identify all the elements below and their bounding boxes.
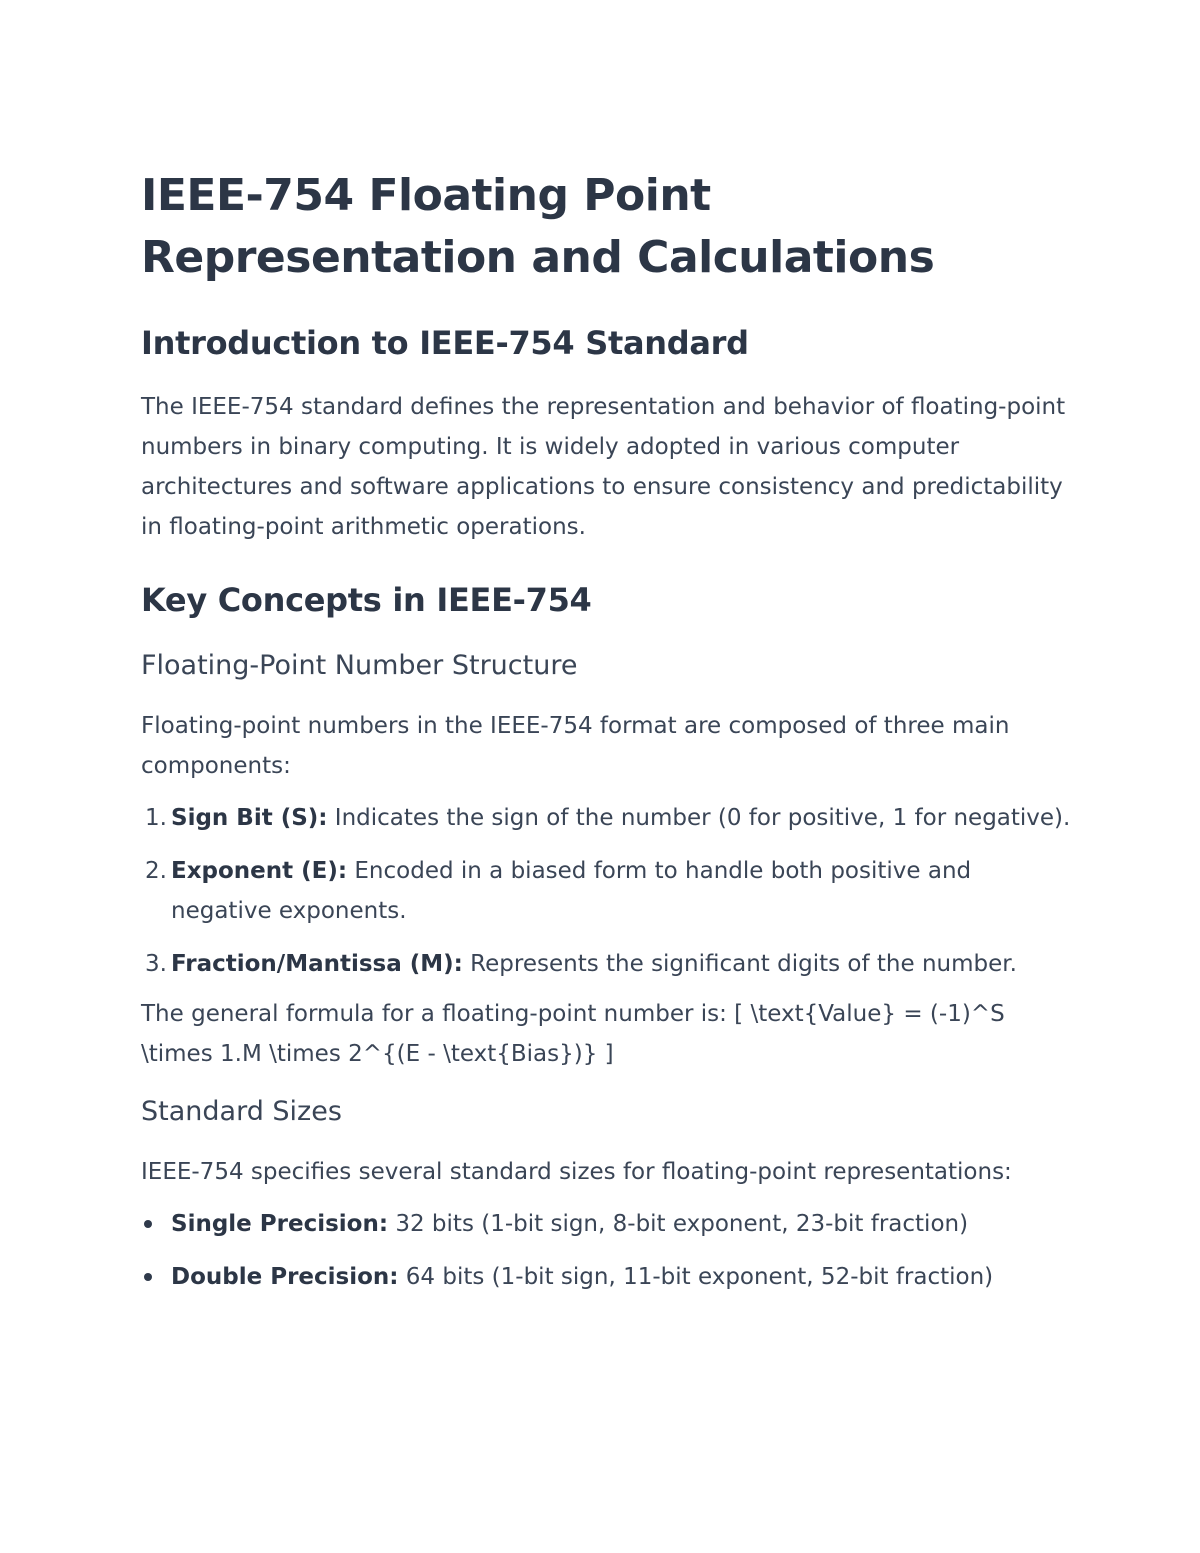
list-item	[141, 798, 1071, 838]
formula-paragraph: The general formula for a floating-point number is: [ \text{Value} = (-1)^S \times 1.M \times 2^{(E - \text{Bias})} ]	[141, 1001, 1005, 1067]
bullet-icon	[144, 1273, 152, 1281]
document-page	[141, 165, 1071, 1310]
list-item-term: Single Precision:	[171, 1211, 389, 1237]
standard-sizes-paragraph: IEEE-754 specifies several standard sizes for floating-point representations:	[141, 1159, 1012, 1185]
list-marker: 2.	[145, 858, 167, 884]
list-marker: 3.	[145, 951, 167, 977]
section-heading-key-concepts: Key Concepts in IEEE-754	[141, 581, 592, 619]
list-item	[141, 944, 1071, 984]
components-list	[141, 798, 1071, 984]
list-item-text: 32 bits (1-bit sign, 8-bit exponent, 23-bit fraction)	[388, 1211, 969, 1237]
introduction-paragraph: The IEEE-754 standard defines the representation and behavior of floating-point numbers in binary computing. It is widely adopted in various computer architectures and software applications to ensure consistency and predictability in floating-point arithmetic operations.	[141, 394, 1066, 540]
list-item-text: 64 bits (1-bit sign, 11-bit exponent, 52-bit fraction)	[398, 1264, 994, 1290]
list-item	[141, 1204, 1071, 1244]
subsection-heading-standard-sizes: Standard Sizes	[141, 1096, 342, 1127]
list-item-text: Encoded in a biased form to handle both positive and negative exponents.	[171, 858, 972, 924]
section-heading-introduction: Introduction to IEEE-754 Standard	[141, 324, 749, 362]
subsection-heading-structure: Floating-Point Number Structure	[141, 650, 578, 681]
list-item-term: Exponent (E):	[171, 858, 348, 884]
list-item-term: Sign Bit (S):	[171, 805, 328, 831]
list-item-text: Indicates the sign of the number (0 for positive, 1 for negative).	[327, 805, 1071, 831]
list-marker: 1.	[145, 805, 167, 831]
list-item	[141, 1257, 1071, 1297]
structure-paragraph: Floating-point numbers in the IEEE-754 format are composed of three main components:	[141, 713, 1010, 779]
list-item	[141, 851, 1071, 931]
list-item-term: Double Precision:	[171, 1264, 399, 1290]
list-item-text: Represents the significant digits of the number.	[462, 951, 1017, 977]
bullet-icon	[144, 1220, 152, 1228]
sizes-list	[141, 1204, 1071, 1297]
document-title: IEEE-754 Floating Point Representation and Calculations	[141, 170, 935, 283]
list-item-term: Fraction/Mantissa (M):	[171, 951, 463, 977]
